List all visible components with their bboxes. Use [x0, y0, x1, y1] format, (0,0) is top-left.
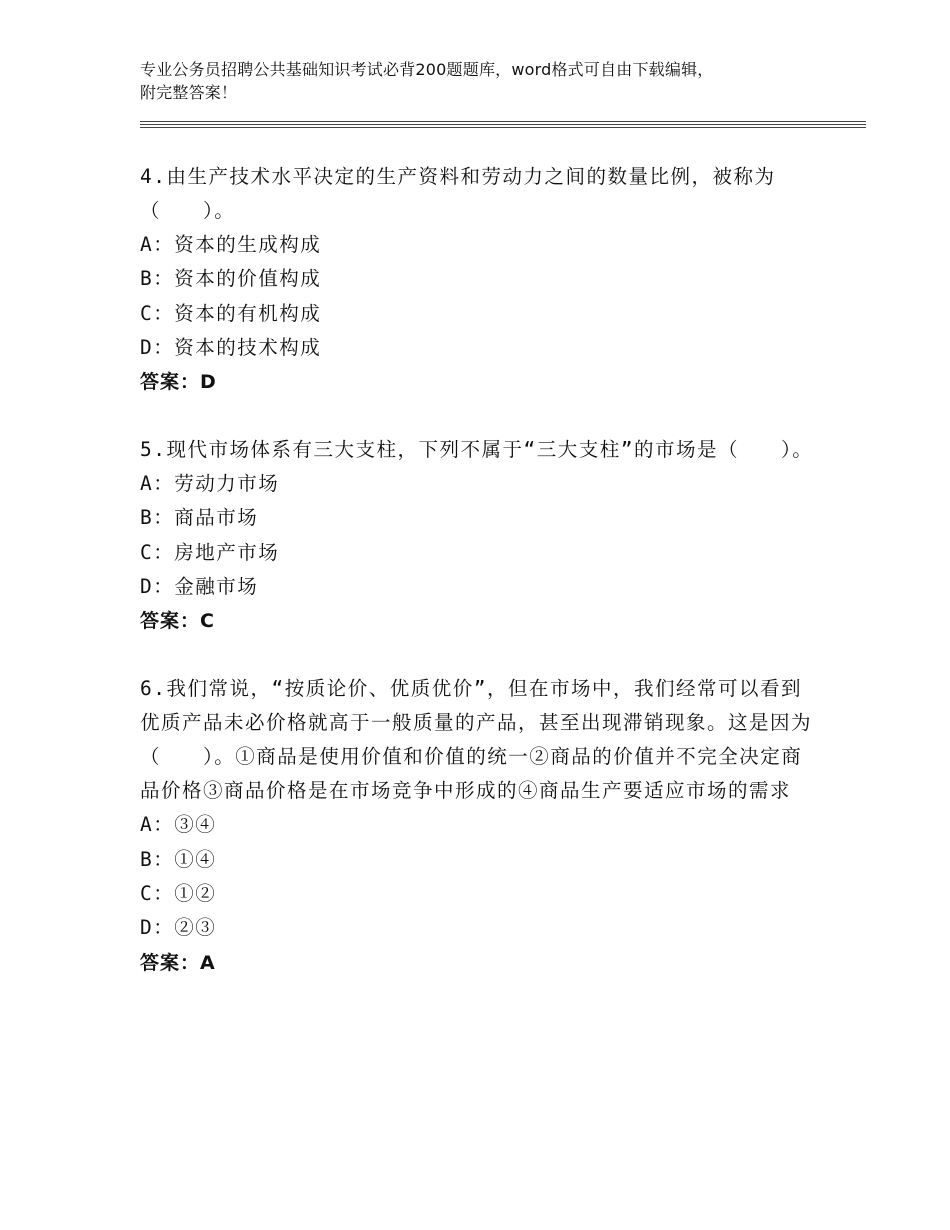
question-6 [140, 672, 820, 979]
option-d: D：资本的技术构成 [140, 335, 322, 359]
option-b: B：商品市场 [140, 506, 259, 530]
option-b: B：资本的价值构成 [140, 267, 322, 291]
option-c: C：资本的有机构成 [140, 301, 322, 325]
header-divider [140, 127, 866, 128]
spacer [140, 638, 820, 672]
question-text: 4.由生产技术水平决定的生产资料和劳动力之间的数量比例，被称为（ ）。 [140, 165, 776, 222]
question-text: 6.我们常说，“按质论价、优质优价”，但在市场中，我们经常可以看到优质产品未必价格就高于一般质量的产品，甚至出现滞销现象。这是因为（ ）。①商品是使用价值和价值的统一②商品的价值并不完全决定商品价格③商品价格是在市场竞争中形成的④商品生产要适应市场的需求 [140, 677, 813, 803]
option-a: A：资本的生成构成 [140, 233, 322, 256]
question-4 [140, 160, 820, 399]
header-line-2: 附完整答案！ [140, 83, 238, 102]
header-divider [140, 121, 866, 122]
option-d: D：金融市场 [140, 575, 259, 599]
header-line-1: 专业公务员招聘公共基础知识考试必背200题题库，word格式可自由下载编辑， [140, 60, 714, 79]
option-d: D：②③ [140, 916, 217, 940]
option-a: A：③④ [140, 813, 217, 837]
answer-label: 答案：A [140, 951, 216, 974]
spacer [140, 399, 820, 433]
option-c: C：①② [140, 881, 217, 905]
document-header [140, 58, 830, 104]
question-5 [140, 433, 820, 638]
question-text: 5.现代市场体系有三大支柱，下列不属于“三大支柱”的市场是（ ）。 [140, 438, 814, 462]
answer-label: 答案：C [140, 610, 215, 633]
option-b: B：①④ [140, 847, 217, 871]
answer-label: 答案：D [140, 371, 217, 394]
option-c: C：房地产市场 [140, 540, 280, 564]
option-a: A：劳动力市场 [140, 472, 280, 496]
question-list [140, 160, 820, 980]
header-divider [140, 124, 866, 125]
